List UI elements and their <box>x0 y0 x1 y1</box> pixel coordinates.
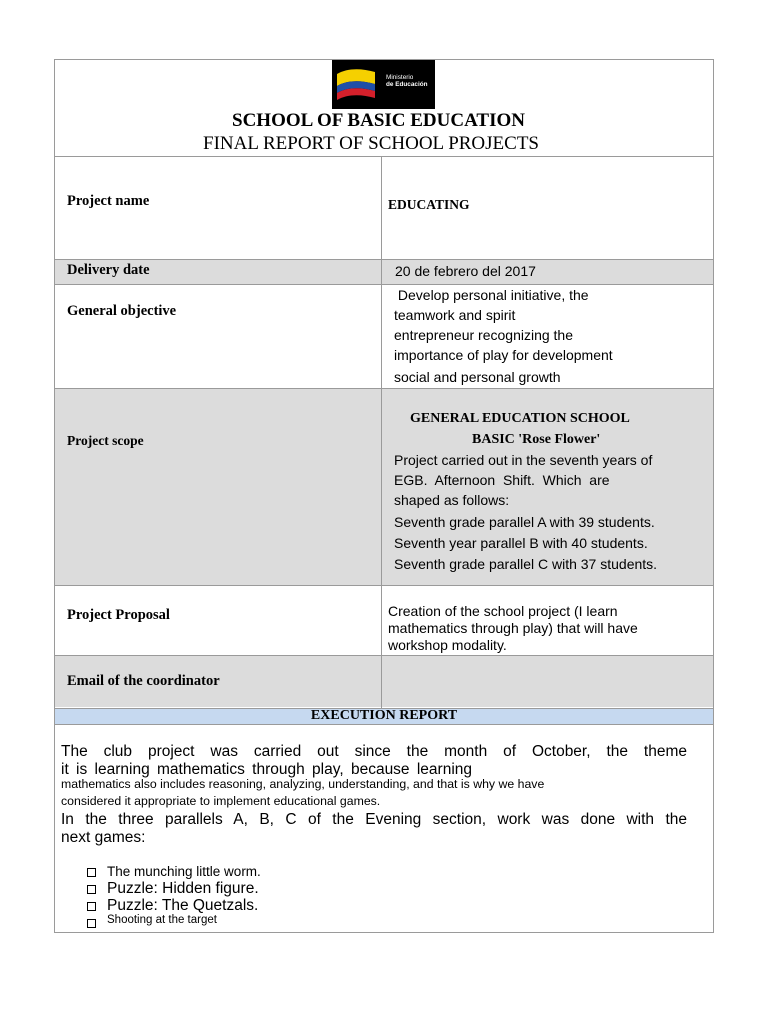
game-item: The munching little worm. <box>107 864 261 879</box>
project-scope-line: Seventh grade parallel A with 39 students. <box>394 514 655 530</box>
rule-scope-bottom <box>54 585 714 586</box>
execution-paragraph-line: mathematics also includes reasoning, analyzing, understanding, and that is why we have <box>61 777 545 791</box>
delivery-date-label: Delivery date <box>67 262 150 278</box>
game-item: Puzzle: The Quetzals. <box>107 897 259 914</box>
game-item: Puzzle: Hidden figure. <box>107 880 259 897</box>
rule-header-bottom <box>54 156 714 157</box>
delivery-date-value: 20 de febrero del 2017 <box>395 263 536 279</box>
rule-objective-bottom <box>54 388 714 389</box>
general-objective-line: Develop personal initiative, the <box>394 287 589 303</box>
checkbox-icon <box>87 902 96 911</box>
general-objective-line: teamwork and spirit <box>394 307 516 323</box>
rule-proposal-bottom <box>54 655 714 656</box>
general-objective-label: General objective <box>67 303 177 319</box>
execution-report-title: EXECUTION REPORT <box>310 708 458 723</box>
execution-paragraph-line: considered it appropriate to implement educational games. <box>61 794 381 808</box>
project-name-value: EDUCATING <box>388 197 470 212</box>
general-objective-line: entrepreneur recognizing the <box>394 327 574 343</box>
ecuador-flag-icon <box>335 64 383 104</box>
execution-paragraph-line: The club project was carried out since the month of October, the theme <box>61 743 687 760</box>
execution-paragraph-line: In the three parallels A, B, C of the Evening section, work was done with the <box>61 811 687 828</box>
execution-paragraph-line: it is learning mathematics through play, because learning <box>61 761 473 778</box>
project-scope-line: EGB. Afternoon Shift. Which are <box>394 472 610 488</box>
rule-name-bottom <box>54 259 714 260</box>
project-proposal-line: workshop modality. <box>388 637 507 653</box>
project-scope-line: Seventh year parallel B with 40 students. <box>394 535 648 551</box>
project-scope-line: Seventh grade parallel C with 37 students. <box>394 556 658 572</box>
project-proposal-line: mathematics through play) that will have <box>388 620 638 636</box>
project-scope-line: Project carried out in the seventh years of <box>394 452 653 468</box>
project-name-label: Project name <box>67 193 150 209</box>
general-objective-line: importance of play for development <box>394 347 613 363</box>
project-scope-heading-2: BASIC 'Rose Flower' <box>472 432 601 447</box>
report-title: FINAL REPORT OF SCHOOL PROJECTS <box>203 133 539 154</box>
checkbox-icon <box>87 868 96 877</box>
project-proposal-label: Project Proposal <box>67 607 170 623</box>
project-scope-line: shaped as follows: <box>394 492 510 508</box>
project-proposal-line: Creation of the school project (I learn <box>388 603 618 619</box>
project-scope-label: Project scope <box>67 433 144 448</box>
logo-text-educacion: de Educación <box>386 81 428 88</box>
execution-paragraph-line: next games: <box>61 829 146 846</box>
ministry-logo <box>332 60 435 109</box>
school-title: SCHOOL OF BASIC EDUCATION <box>232 110 525 131</box>
coordinator-email-label: Email of the coordinator <box>67 673 220 689</box>
checkbox-icon <box>87 885 96 894</box>
logo-text-ministerio: Ministerio <box>386 74 414 81</box>
project-scope-heading-1: GENERAL EDUCATION SCHOOL <box>410 411 630 426</box>
column-divider <box>381 156 382 708</box>
general-objective-line: social and personal growth <box>394 369 561 385</box>
checkbox-icon <box>87 919 96 928</box>
rule-date-bottom <box>54 284 714 285</box>
game-item: Shooting at the target <box>107 914 217 926</box>
